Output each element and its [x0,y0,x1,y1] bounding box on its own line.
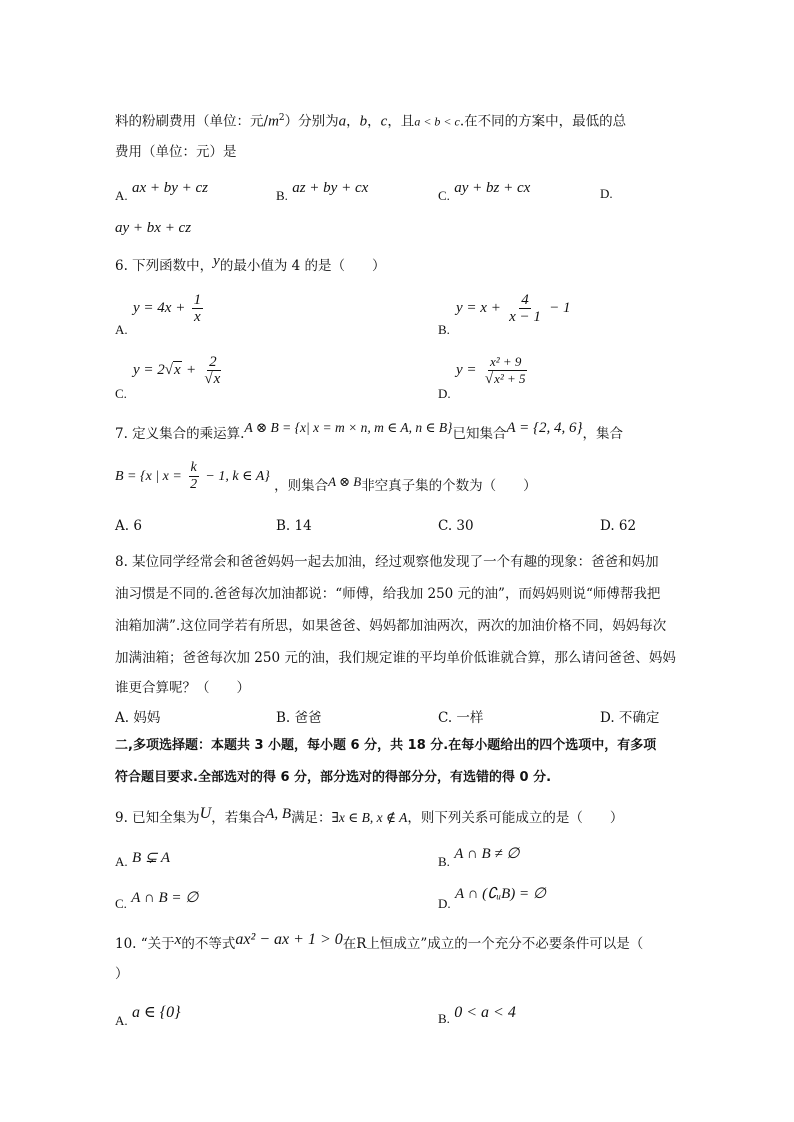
q6-option-c-plus: + [185,362,197,378]
q10-stem-post: 在R上恒成立”成立的一个充分不必要条件可以是（ [342,936,644,952]
q6-option-d-den-sqrt-sign: √ [484,371,494,387]
q8-line-5: 谁更合算呢？（ ） [115,680,250,696]
q6-option-a-frac [192,292,204,325]
q9-option-b[interactable] [438,844,520,869]
q7-set-b-lhs: B = {x | x = [115,469,182,484]
q7-stem [115,420,623,444]
q6-option-b-rhs: − 1 [549,300,571,316]
q10-option-a[interactable] [115,1002,181,1028]
q6-option-b-expr [456,292,571,325]
q9-option-d-label: D. [438,896,451,911]
q6-option-c-label: C. [115,386,127,401]
q8-option-b[interactable]: B. 爸爸 [276,710,322,726]
q9-option-b-label: B. [438,854,450,869]
section2-header-line2: 符合题目要求.全部选对的得 6 分，部分选对的得部分分，有选错的得 0 分. [115,770,552,785]
q5-sep1: ， [346,113,360,130]
q7-tail-expr: A ⊗ B [328,474,362,489]
q7-set-b-num: k [190,460,197,475]
q6-stem-pre: 6. 下列函数中， [115,258,214,274]
q9-stem-pre: 9. 已知全集为 [115,810,200,826]
q7-set-b-line [115,460,537,493]
q10-option-a-expr: a ∈ {0} [131,1004,181,1021]
q6-option-b-lhs: y = x + [456,300,501,316]
q7-option-a[interactable]: A. 6 [115,518,142,534]
q6-option-c-frac [202,354,223,387]
q6-option-d-label: D. [438,386,451,401]
q6-option-d-expr [456,354,531,387]
q6-option-b-den: x − 1 [509,309,541,325]
q6-option-c-sqrt-sign: √ [164,362,174,378]
q7-set-b-frac [188,460,199,493]
q5-var-c: c [380,113,388,130]
q5-option-d-expr: ay + bx + cz [115,220,192,236]
q9-stem-post: ，则下列关系可能成立的是（ ） [407,810,624,826]
q9-option-a-label: A. [115,854,128,869]
q7-option-b[interactable]: B. 14 [276,518,312,534]
q10-stem-pre: 10. “关于 [115,936,175,952]
q6-option-b-num: 4 [521,292,529,308]
q6-option-d-lhs: y = [456,362,477,378]
q8-line-2: 油习惯是不同的.爸爸每次加油都说：“师傅，给我加 250 元的油”，而妈妈则说“师傅帮我把 [115,586,661,602]
q6-option-a-label: A. [115,322,128,337]
q10-var-x: x [174,932,182,948]
q5-cond-pre: ，且 [387,113,415,130]
q9-option-c-expr: A ∩ B = ∅ [131,890,199,906]
q6-stem [115,253,386,276]
q10-stem [115,931,644,954]
q9-option-c-label: C. [115,896,127,911]
q5-unit-sup: 2 [278,113,285,123]
q8-line-3: 油箱加满”.这位同学若有所思，如果爸爸、妈妈都加油两次，两次的加油价格不同，妈妈每次 [115,618,667,634]
q5-cond: a < b < c [414,114,460,129]
q5-option-c[interactable] [438,180,531,203]
q7-given-post: ，集合 [582,426,623,442]
q5-text-pre: 料的粉刷费用（单位：元/ [115,113,269,130]
q7-option-c[interactable]: C. 30 [438,518,474,534]
q9-condition: ∃x ∈ B, x ∉ A [331,810,408,825]
q7-set-b-rhs: − 1, k ∈ A} [205,469,270,484]
q6-var-y: y [213,253,220,269]
q7-stem-pre: 7. 定义集合的乘运算. [115,426,245,442]
q6-option-c-den: x [213,371,221,387]
q8-option-c[interactable]: C. 一样 [438,710,484,726]
q6-option-a-expr [133,292,205,325]
q9-option-b-expr: A ∩ B ≠ ∅ [454,846,520,862]
q5-var-b: b [359,113,368,130]
q8-line-4: 加满油箱；爸爸每次加 250 元的油，我们规定谁的平均单价低谁就合算，那么请问爸爸、妈妈 [115,650,676,666]
q9-option-d-expr: A ∩ (∁ᵤB) = ∅ [454,886,546,902]
q6-option-d-num: x² + 9 [489,354,522,369]
q5-line1 [115,108,626,132]
q8-option-a[interactable]: A. 妈妈 [115,710,161,726]
q5-option-b-expr: az + by + cx [292,180,369,196]
q5-line2: 费用（单位：元）是 [115,144,237,160]
q9-stem-mid2: 满足： [291,810,332,826]
q5-text-mid: ）分别为 [284,113,339,130]
q6-option-b-label: B. [438,322,450,337]
q5-option-b[interactable] [276,180,369,203]
q7-definition: A ⊗ B = {x| x = m × n, m ∈ A, n ∈ B} [244,420,453,435]
q9-stem-mid: ，若集合 [211,810,266,826]
q7-tail-post: 非空真子集的个数为（ ） [361,478,537,494]
q7-option-d[interactable]: D. 62 [600,518,637,534]
q6-option-a-num: 1 [193,292,202,308]
q8-line-1: 8. 某位同学经常会和爸爸妈妈一起去加油，经过观察他发现了一个有趣的现象：爸爸和妈加 [115,554,659,570]
q7-set-a: A = {2, 4, 6} [506,420,583,436]
q5-option-b-label: B. [276,188,288,203]
q6-option-d-den: x² + 5 [494,371,526,386]
q9-option-d[interactable] [438,884,546,911]
q5-option-a[interactable] [115,180,208,203]
q10-stem-mid: 的不等式 [181,936,236,952]
q10-option-b[interactable] [438,1004,516,1026]
q5-sep2: ， [367,113,381,130]
q10-option-b-expr: 0 < a < 4 [454,1004,516,1021]
q5-option-d-expr-line [115,220,191,237]
q6-option-b-frac [507,292,543,325]
q7-given-pre: 已知集合 [452,426,507,442]
q6-stem-post: 的最小值为 4 的是（ ） [219,258,386,274]
q9-stem [115,805,624,828]
section2-header-line1: 二,多项选择题：本题共 3 小题，每小题 6 分，共 18 分.在每小题给出的四个选项中，有多项 [115,738,657,753]
q7-set-b-den: 2 [190,477,198,492]
q7-tail-pre: ，则集合 [274,478,329,494]
q10-inequality: ax² − ax + 1 > 0 [235,931,343,948]
q9-var-u: U [199,805,212,822]
q6-option-a-lhs: y = 4x + [133,300,186,316]
q6-option-a-den: x [194,309,201,325]
q6-option-d-den-wrap [483,371,529,387]
q6-option-c-num: 2 [209,354,217,370]
q10-option-a-label: A. [115,1013,128,1028]
q5-text-post: .在不同的方案中，最低的总 [459,113,627,130]
q5-option-c-label: C. [438,188,450,203]
q8-option-d[interactable]: D. 不确定 [600,710,660,726]
q5-var-a: a [338,113,347,130]
q5-option-a-expr: ax + by + cz [131,180,208,196]
q10-stem-close: ） [115,966,129,982]
q6-option-c-sqrt-arg: x [174,362,181,378]
q6-option-c-den-wrap [202,371,223,387]
q5-unit: m [268,113,279,130]
q5-option-a-label: A. [115,188,128,203]
q9-option-c[interactable] [115,888,199,911]
q5-option-d[interactable] [600,186,613,202]
q6-option-c-den-sqrt-sign: √ [204,371,213,387]
q9-var-ab: A, B [265,806,292,822]
q10-option-b-label: B. [438,1011,450,1026]
q6-option-d-frac [483,354,529,387]
q6-option-c-lhs: y = 2 [133,362,165,378]
q9-option-a-expr: B ⊊ A [131,850,171,866]
q5-option-d-label: D. [600,186,613,201]
q9-option-a[interactable] [115,848,170,867]
q5-option-c-expr: ay + bz + cx [454,180,531,196]
q6-option-c-expr [133,354,225,387]
